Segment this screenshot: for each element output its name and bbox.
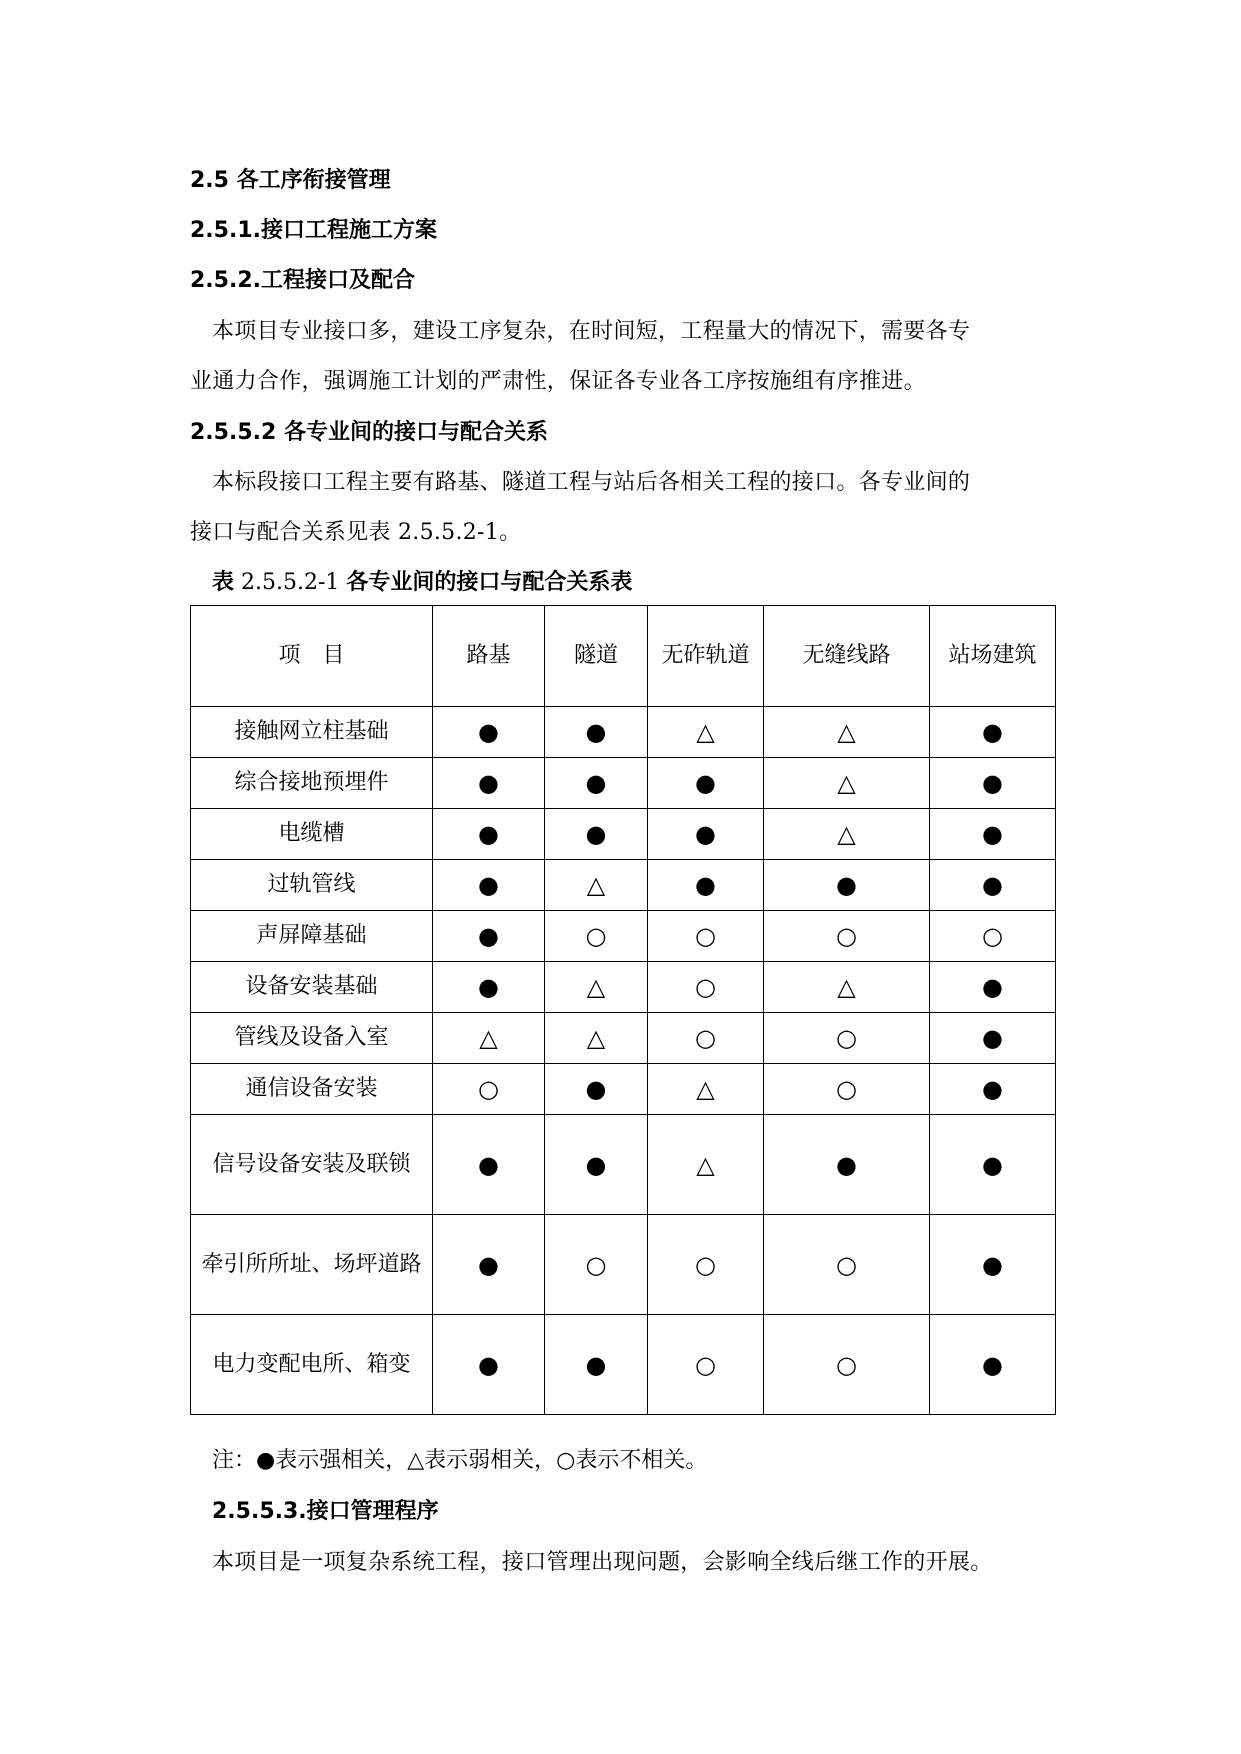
- relation-symbol-cell: ●: [648, 758, 764, 809]
- relation-symbol-cell: ○: [764, 1064, 930, 1115]
- column-header-ballastless-track: 无砟轨道: [648, 606, 764, 707]
- column-header-item: 项 目: [191, 606, 433, 707]
- table-caption-title: 各专业间的接口与配合关系表: [346, 570, 633, 595]
- relation-symbol-cell: ●: [433, 911, 545, 962]
- table-row: [191, 1064, 1056, 1115]
- relation-symbol-cell: △: [648, 707, 764, 758]
- row-item-label: 牵引所所址、场坪道路: [191, 1215, 433, 1315]
- section-heading-2-5: 2.5 各工序衔接管理: [190, 168, 391, 193]
- section-heading-2-5-5-2: 2.5.5.2 各专业间的接口与配合关系: [190, 420, 548, 445]
- relation-symbol-cell: ●: [433, 1215, 545, 1315]
- relation-symbol-cell: ○: [545, 911, 648, 962]
- section-heading-2-5-5-3: 2.5.5.3.接口管理程序: [212, 1499, 439, 1524]
- table-row: [191, 962, 1056, 1013]
- relation-symbol-cell: ○: [648, 1315, 764, 1415]
- section-heading-2-5-1: 2.5.1.接口工程施工方案: [190, 218, 437, 243]
- relation-symbol-cell: ●: [930, 1064, 1056, 1115]
- paragraph-2-line-2: 接口与配合关系见表 2.5.5.2-1。: [190, 520, 522, 545]
- relation-symbol-cell: ●: [545, 809, 648, 860]
- relation-symbol-cell: ●: [648, 860, 764, 911]
- relation-symbol-cell: △: [764, 758, 930, 809]
- row-item-label: 管线及设备入室: [191, 1013, 433, 1064]
- paragraph-1-line-2: 业通力合作，强调施工计划的严肃性，保证各专业各工序按施组有序推进。: [190, 369, 926, 394]
- relation-symbol-cell: ●: [764, 1115, 930, 1215]
- relation-symbol-cell: △: [648, 1064, 764, 1115]
- relation-symbol-cell: ○: [764, 1215, 930, 1315]
- paragraph-3: 本项目是一项复杂系统工程，接口管理出现问题，会影响全线后继工作的开展。: [212, 1550, 993, 1575]
- relation-symbol-cell: △: [545, 962, 648, 1013]
- relation-symbol-cell: △: [545, 860, 648, 911]
- relation-symbol-cell: ●: [545, 1315, 648, 1415]
- paragraph-1-line-1: 本项目专业接口多，建设工序复杂，在时间短，工程量大的情况下，需要各专: [212, 319, 971, 344]
- relation-symbol-cell: ●: [545, 1064, 648, 1115]
- relation-symbol-cell: ●: [930, 758, 1056, 809]
- row-item-label: 综合接地预埋件: [191, 758, 433, 809]
- column-header-tunnel: 隧道: [545, 606, 648, 707]
- table-row: [191, 809, 1056, 860]
- table-row: [191, 860, 1056, 911]
- relation-symbol-cell: ●: [930, 1215, 1056, 1315]
- relation-symbol-cell: ○: [764, 1013, 930, 1064]
- relation-symbol-cell: △: [648, 1115, 764, 1215]
- relation-symbol-cell: ○: [648, 962, 764, 1013]
- relation-symbol-cell: ●: [930, 860, 1056, 911]
- table-row: [191, 1013, 1056, 1064]
- table-caption: [212, 568, 632, 598]
- table-caption-prefix: 表: [212, 570, 235, 595]
- relation-symbol-cell: ●: [433, 809, 545, 860]
- relation-symbol-cell: ●: [930, 707, 1056, 758]
- relation-symbol-cell: ○: [648, 1215, 764, 1315]
- section-heading-2-5-2: 2.5.2.工程接口及配合: [190, 268, 415, 293]
- table-row: [191, 758, 1056, 809]
- row-item-label: 接触网立柱基础: [191, 707, 433, 758]
- relation-symbol-cell: ●: [433, 860, 545, 911]
- table-row: [191, 1215, 1056, 1315]
- row-item-label: 通信设备安装: [191, 1064, 433, 1115]
- column-header-seamless-line: 无缝线路: [764, 606, 930, 707]
- relation-symbol-cell: △: [764, 962, 930, 1013]
- row-item-label: 电缆槽: [191, 809, 433, 860]
- relation-symbol-cell: △: [433, 1013, 545, 1064]
- relation-symbol-cell: ○: [648, 911, 764, 962]
- table-caption-number: 2.5.5.2-1: [241, 570, 340, 595]
- relation-symbol-cell: ●: [930, 962, 1056, 1013]
- column-header-subgrade: 路基: [433, 606, 545, 707]
- relation-symbol-cell: ○: [433, 1064, 545, 1115]
- relation-symbol-cell: ●: [764, 860, 930, 911]
- relation-symbol-cell: ●: [930, 809, 1056, 860]
- table-row: [191, 911, 1056, 962]
- row-item-label: 声屏障基础: [191, 911, 433, 962]
- relation-symbol-cell: ●: [545, 758, 648, 809]
- relation-symbol-cell: ○: [764, 911, 930, 962]
- table-header-row: [191, 606, 1056, 707]
- relation-symbol-cell: △: [764, 809, 930, 860]
- relation-symbol-cell: ●: [433, 758, 545, 809]
- table-row: [191, 1315, 1056, 1415]
- interface-relationship-table: [190, 605, 1056, 1415]
- relation-symbol-cell: ●: [433, 707, 545, 758]
- relation-symbol-cell: ●: [433, 1315, 545, 1415]
- relation-symbol-cell: ●: [433, 962, 545, 1013]
- relation-symbol-cell: △: [764, 707, 930, 758]
- column-header-station-building: 站场建筑: [930, 606, 1056, 707]
- relation-symbol-cell: △: [545, 1013, 648, 1064]
- row-item-label: 信号设备安装及联锁: [191, 1115, 433, 1215]
- table-row: [191, 707, 1056, 758]
- table-row: [191, 1115, 1056, 1215]
- relation-symbol-cell: ●: [930, 1013, 1056, 1064]
- relation-symbol-cell: ●: [648, 809, 764, 860]
- relation-symbol-cell: ●: [545, 1115, 648, 1215]
- relation-symbol-cell: ○: [764, 1315, 930, 1415]
- relation-symbol-cell: ●: [433, 1115, 545, 1215]
- relation-symbol-cell: ●: [930, 1315, 1056, 1415]
- relation-symbol-cell: ●: [545, 707, 648, 758]
- relation-symbol-cell: ●: [930, 1115, 1056, 1215]
- table-note: 注：●表示强相关，△表示弱相关，○表示不相关。: [212, 1448, 708, 1473]
- row-item-label: 设备安装基础: [191, 962, 433, 1013]
- relation-symbol-cell: ○: [930, 911, 1056, 962]
- paragraph-2-line-1: 本标段接口工程主要有路基、隧道工程与站后各相关工程的接口。各专业间的: [212, 470, 971, 495]
- relation-symbol-cell: ○: [545, 1215, 648, 1315]
- row-item-label: 过轨管线: [191, 860, 433, 911]
- row-item-label: 电力变配电所、箱变: [191, 1315, 433, 1415]
- relation-symbol-cell: ○: [648, 1013, 764, 1064]
